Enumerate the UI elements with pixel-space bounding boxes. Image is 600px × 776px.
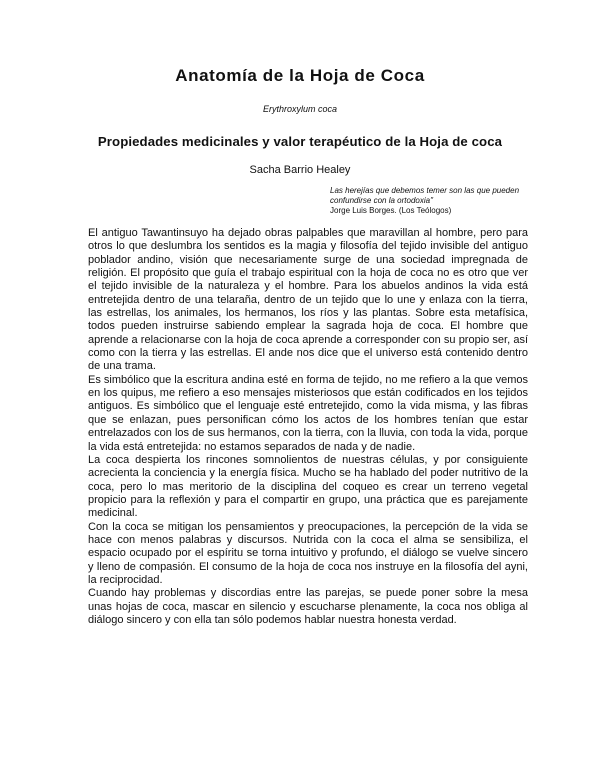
page-subtitle: Propiedades medicinales y valor terapéutico de la Hoja de coca bbox=[97, 134, 503, 149]
paragraph: Con la coca se mitigan los pensamientos y preocupaciones, la percepción de la vida se hace con menos palabras y discursos. Nutrida con la coca el alma se sensibiliza, el espacio ocupado por el espíritu se torna intuitivo y profundo, el diálogo se vuelve sincero y lleno de compasión. El consumo de la hoja de coca nos instruye en la filosofía del ayni, la reciprocidad. bbox=[88, 520, 528, 586]
species-name: Erythroxylum coca bbox=[262, 104, 338, 114]
paragraph: Cuando hay problemas y discordias entre las parejas, se puede poner sobre la mesa unas hojas de coca, mascar en silencio y escucharse plenamente, la coca nos obliga al diálogo sincero y con ella tan sólo podemos hablar nuestra honesta verdad. bbox=[88, 587, 528, 626]
page-title: Anatomía de la Hoja de Coca bbox=[175, 66, 425, 85]
epigraph-attribution: Jorge Luis Borges. (Los Teólogos) bbox=[330, 206, 452, 215]
epigraph-quote: Las herejías que debemos temer son las que pueden confundirse con la ortodoxia" bbox=[330, 186, 520, 205]
author-name: Sacha Barrio Healey bbox=[249, 164, 351, 176]
paragraph: Es simbólico que la escritura andina esté en forma de tejido, no me refiero a la que vemos en los quipus, me refiero a eso mensajes misteriosos que están codificados en los tejidos antiguos. Es simbólico que el lenguaje esté entretejido, como la vida misma, y las fibras que se enlazan, pues personifican cómo los actos de los hombres tenían que estar entrelazados con los de sus hermanos, con la tierra, con la lluvia, con toda la vida, porque la vida está entretejida: no estamos separados de nada y de nadie. bbox=[88, 373, 528, 453]
epigraph bbox=[330, 186, 520, 216]
paragraph: El antiguo Tawantinsuyo ha dejado obras palpables que maravillan al hombre, pero para otros lo que deslumbra los sentidos es la magia y filosofía del tejido invisible del antiguo poblador andino, visión que necesariamente surge de una sociedad impregnada de religión. El propósito que guía el trabajo espiritual con la hoja de coca no es otro que ver el tejido invisible de la naturaleza y el hombre. Para los abuelos andinos la vida está entretejida dentro de una telaraña, dentro de un tejido que lo une y enlaza con la tierra, las estrellas, los animales, los hermanos, los ríos y las plantas. Sobre esta metafísica, todos pueden instruirse sabiendo emplear la sagrada hoja de coca. El hombre que aprende a relacionarse con la hoja de coca aprende a corresponder con su propio ser, así como con la tierra y las estrellas. El ande nos dice que el universo está contenido dentro de una trama. bbox=[88, 227, 528, 373]
body-text bbox=[88, 227, 528, 627]
paragraph: La coca despierta los rincones somnolientos de nuestras células, y por consiguiente acrecienta la conciencia y la energía física. Mucho se ha hablado del poder nutritivo de la coca, pero lo mas meritorio de la disciplina del coqueo es crear un terreno vegetal propicio para la reflexión y para el compartir en grupo, una práctica que es parejamente medicinal. bbox=[88, 453, 528, 520]
